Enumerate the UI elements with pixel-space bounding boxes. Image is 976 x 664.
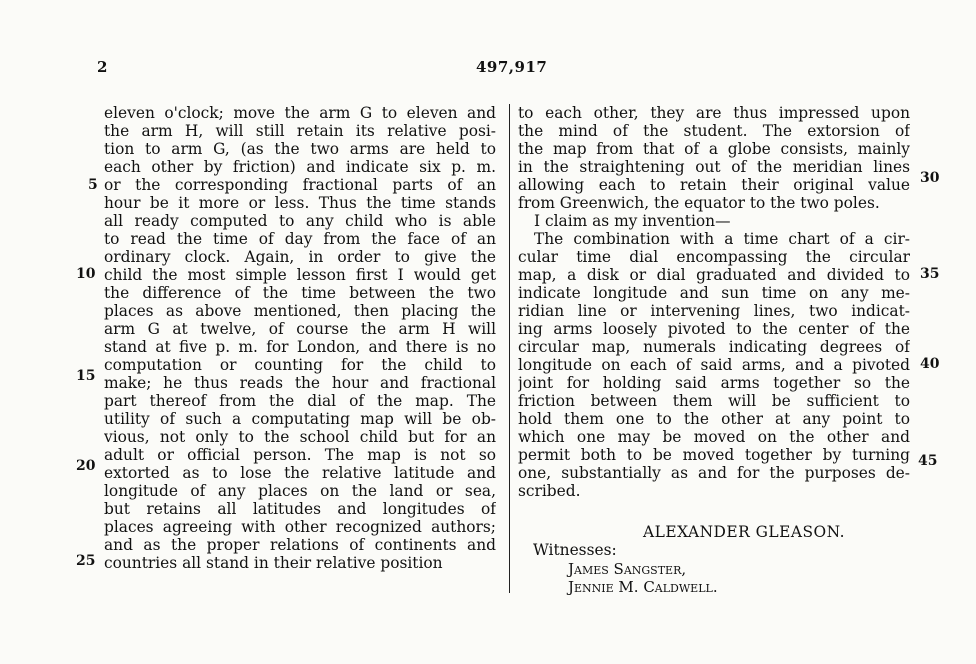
line-number: 35 — [920, 266, 940, 282]
text-line: one, substantially as and for the purposes de- — [518, 464, 910, 482]
text-line: from Greenwich, the equator to the two poles. — [518, 194, 880, 212]
text-line: or the corresponding fractional parts of an — [104, 176, 496, 194]
text-line: which one may be moved on the other and — [518, 428, 910, 446]
text-line: places agreeing with other recognized authors; — [104, 518, 496, 536]
text-line: ordinary clock. Again, in order to give the — [104, 248, 496, 266]
text-line: each other by friction) and indicate six p. m. — [104, 158, 496, 176]
line-number: 45 — [918, 453, 938, 469]
line-number: 20 — [76, 458, 96, 474]
text-line: joint for holding said arms together so the — [518, 374, 910, 392]
text-line: to each other, they are thus impressed upon — [518, 104, 910, 122]
text-line: countries all stand in their relative position — [104, 554, 443, 572]
text-line: vious, not only to the school child but for an — [104, 428, 496, 446]
text-line: tion to arm G, (as the two arms are held to — [104, 140, 496, 158]
text-line: friction between them will be sufficient to — [518, 392, 910, 410]
text-line: eleven o'clock; move the arm G to eleven and — [104, 104, 496, 122]
text-line: I claim as my invention— — [534, 212, 731, 230]
text-line: cular time dial encompassing the circular — [518, 248, 910, 266]
text-line: The combination with a time chart of a cir- — [534, 230, 910, 248]
text-line: but retains all latitudes and longitudes of — [104, 500, 496, 518]
text-line: adult or official person. The map is not so — [104, 446, 496, 464]
text-line: in the straightening out of the meridian lines — [518, 158, 910, 176]
witness-name: James Sangster, — [568, 560, 687, 578]
right-text-column — [518, 104, 910, 500]
text-line: ridian line or intervening lines, two indicat- — [518, 302, 910, 320]
text-line: arm G at twelve, of course the arm H will — [104, 320, 496, 338]
text-line: utility of such a computating map will be ob- — [104, 410, 496, 428]
text-line: scribed. — [518, 482, 581, 500]
line-number: 5 — [88, 177, 98, 193]
left-text-column — [104, 104, 496, 572]
text-line: part thereof from the dial of the map. The — [104, 392, 496, 410]
text-line: longitude of any places on the land or sea, — [104, 482, 496, 500]
patent-number: 497,917 — [476, 58, 548, 76]
text-line: to read the time of day from the face of an — [104, 230, 496, 248]
text-line: allowing each to retain their original value — [518, 176, 910, 194]
line-number: 30 — [920, 170, 940, 186]
text-line: permit both to be moved together by turning — [518, 446, 910, 464]
text-line: and as the proper relations of continents and — [104, 536, 496, 554]
text-line: places as above mentioned, then placing the — [104, 302, 496, 320]
text-line: hold them one to the other at any point to — [518, 410, 910, 428]
line-number: 25 — [76, 553, 96, 569]
text-line: hour be it more or less. Thus the time stands — [104, 194, 496, 212]
text-line: make; he thus reads the hour and fractional — [104, 374, 496, 392]
inventor-signature: ALEXANDER GLEASON. — [643, 523, 846, 541]
text-line: all ready computed to any child who is able — [104, 212, 496, 230]
text-line: map, a disk or dial graduated and divided to — [518, 266, 910, 284]
page-number: 2 — [97, 58, 108, 76]
text-line: the arm H, will still retain its relative posi- — [104, 122, 496, 140]
witness-name: Jennie M. Caldwell. — [568, 578, 718, 596]
text-line: child the most simple lesson first I would get — [104, 266, 496, 284]
text-line: indicate longitude and sun time on any me- — [518, 284, 910, 302]
column-divider — [509, 104, 510, 593]
text-line: computation or counting for the child to — [104, 356, 496, 374]
line-number: 40 — [920, 356, 940, 372]
text-line: circular map, numerals indicating degrees of — [518, 338, 910, 356]
witnesses-label: Witnesses: — [533, 541, 617, 559]
text-line: longitude on each of said arms, and a pivoted — [518, 356, 910, 374]
text-line: ing arms loosely pivoted to the center of the — [518, 320, 910, 338]
text-line: extorted as to lose the relative latitude and — [104, 464, 496, 482]
text-line: the difference of the time between the two — [104, 284, 496, 302]
line-number: 10 — [76, 266, 96, 282]
text-line: the mind of the student. The extorsion of — [518, 122, 910, 140]
line-number: 15 — [76, 368, 96, 384]
text-line: the map from that of a globe consists, mainly — [518, 140, 910, 158]
text-line: stand at five p. m. for London, and there is no — [104, 338, 496, 356]
